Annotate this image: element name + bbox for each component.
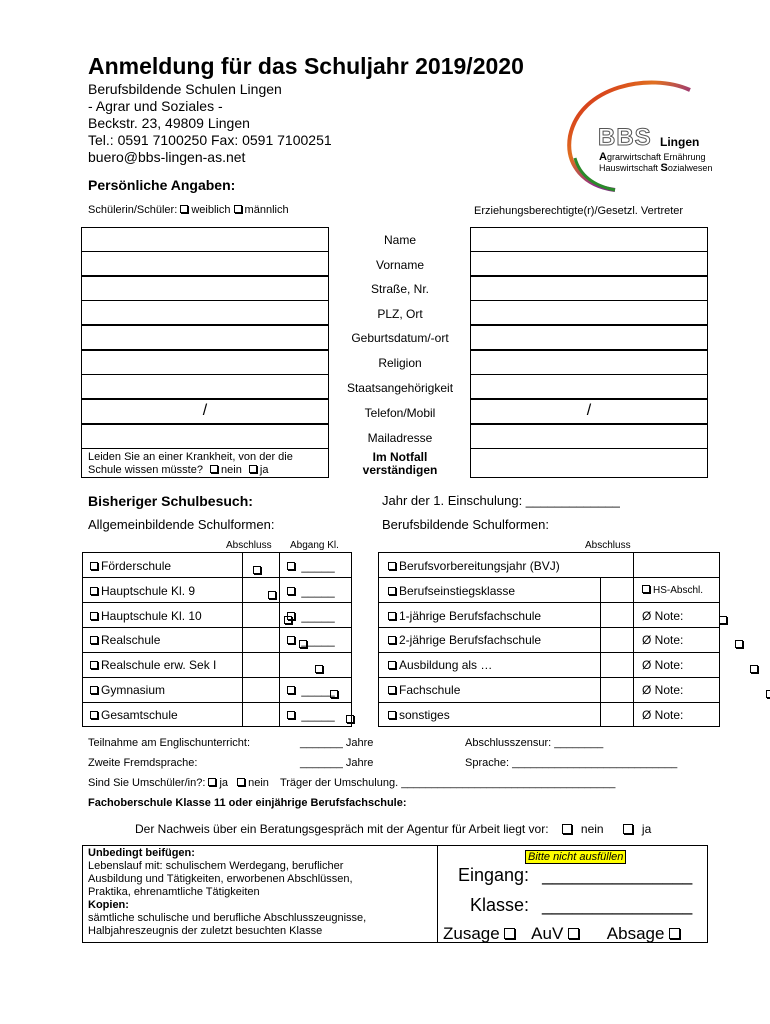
- abgang-checkbox[interactable]: [287, 587, 295, 595]
- voc-row-fachschule: [388, 683, 460, 697]
- abgang-checkbox[interactable]: [287, 711, 295, 719]
- abgang-cell: [287, 708, 335, 722]
- final-grade-field[interactable]: Abschlusszensur: ________: [465, 737, 604, 749]
- col-abschluss: Abschluss: [226, 540, 272, 551]
- voc-label: Berufseinstiegsklasse: [399, 584, 516, 598]
- emergency-text: verständigen: [362, 463, 438, 477]
- logo-subtitle-2: [599, 162, 712, 174]
- copies-label: Kopien:: [88, 899, 129, 911]
- abschluss-checkbox[interactable]: [315, 665, 323, 673]
- field-label-birth: Geburtsdatum/-ort: [351, 331, 449, 345]
- vocational-schools-heading: Berufsbildende Schulformen:: [382, 517, 549, 532]
- guardian-city-field[interactable]: [470, 300, 708, 325]
- absage-checkbox[interactable]: [669, 928, 680, 939]
- personal-heading: Persönliche Angaben:: [88, 177, 236, 193]
- address-line: Beckstr. 23, 49809 Lingen: [88, 115, 250, 131]
- guardian-street-field[interactable]: [470, 276, 708, 301]
- voc-label: Fachschule: [399, 683, 461, 697]
- do-not-fill-note: [525, 847, 626, 865]
- retrainee-no-label: nein: [248, 777, 269, 789]
- school-row-realschule-erw: [90, 658, 216, 672]
- voc-label: sonstiges: [399, 708, 450, 722]
- consultation-yes-checkbox[interactable]: [623, 824, 633, 834]
- voc-row-einstieg: [388, 584, 515, 598]
- guardian-firstname-field[interactable]: [470, 251, 708, 276]
- field-label-nationality: Staatsangehörigkeit: [346, 381, 454, 395]
- illness-no-label: nein: [221, 464, 242, 476]
- abgang-cell: [287, 559, 335, 573]
- field-label-phone: Telefon/Mobil: [364, 406, 436, 420]
- must-attach-label: Unbedingt beifügen:: [88, 847, 195, 859]
- logo-lingen-text: Lingen: [660, 135, 700, 149]
- grade-label[interactable]: Ø Note:: [642, 708, 684, 722]
- voc-checkbox[interactable]: [388, 587, 396, 595]
- klasse-row: [470, 895, 692, 916]
- field-label-religion: Religion: [378, 356, 422, 370]
- guardian-name-field[interactable]: [470, 227, 708, 252]
- illness-yes-label: ja: [259, 464, 269, 476]
- logo-cap: A: [599, 151, 607, 163]
- student-name-field[interactable]: [81, 227, 329, 252]
- consultation-no-label: nein: [580, 822, 604, 836]
- abgang-checkbox[interactable]: [287, 686, 295, 694]
- voc-checkbox[interactable]: [388, 711, 396, 719]
- school-checkbox[interactable]: [90, 636, 98, 644]
- school-row-realschule: [90, 633, 160, 647]
- voc-label: Berufsvorbereitungsjahr (BVJ): [399, 559, 560, 573]
- voc-label: 2-jährige Berufsfachschule: [399, 633, 542, 647]
- copies-line: sämtliche schulische und berufliche Abschlusszeugnisse,: [88, 912, 367, 924]
- school-row-hauptschule-9: [90, 584, 195, 598]
- logo-line: Hauswirtschaft: [599, 163, 661, 173]
- abgang-blank[interactable]: _____: [301, 683, 335, 697]
- second-language-label: Zweite Fremdsprache:: [88, 757, 198, 769]
- klasse-label: Klasse:: [470, 895, 530, 915]
- guardian-label: Erziehungsberechtigte(r)/Gesetzl. Vertreter: [474, 205, 684, 217]
- school-label: Realschule erw. Sek I: [101, 658, 217, 672]
- auv-checkbox[interactable]: [568, 928, 579, 939]
- illness-question: [88, 451, 293, 477]
- abgang-blank[interactable]: _____: [301, 609, 335, 623]
- school-label: Gymnasium: [101, 683, 166, 697]
- school-checkbox[interactable]: [90, 661, 98, 669]
- emergency-text: Im Notfall: [372, 450, 428, 464]
- retrainee-row: [88, 777, 615, 789]
- general-schools-heading: Allgemeinbildende Schulformen:: [88, 517, 275, 532]
- english-label: Teilnahme am Englischunterricht:: [88, 737, 251, 749]
- voc-row-bvj: [388, 559, 560, 573]
- abschluss-checkbox[interactable]: [253, 566, 261, 574]
- illness-yes-checkbox[interactable]: [249, 465, 257, 473]
- eingang-row: [458, 865, 692, 886]
- abgang-cell: [287, 584, 335, 598]
- school-checkbox[interactable]: [90, 686, 98, 694]
- footer-divider: [437, 845, 438, 943]
- logo-bbs-text: BBS: [598, 124, 652, 151]
- guardian-phone-field[interactable]: /: [470, 399, 708, 424]
- male-checkbox[interactable]: [234, 205, 242, 213]
- abgang-blank[interactable]: _____: [301, 559, 335, 573]
- school-row-gymnasium: [90, 683, 165, 697]
- consultation-label: Der Nachweis über ein Beratungsgespräch mit der Agentur für Arbeit liegt vor:: [135, 822, 549, 836]
- retrainee-yes-label: ja: [219, 777, 229, 789]
- klasse-field[interactable]: _______________: [542, 895, 693, 915]
- student-gender-row: [88, 204, 289, 216]
- voc-checkbox[interactable]: [388, 636, 396, 644]
- voc-label: 1-jährige Berufsfachschule: [399, 609, 542, 623]
- voc-checkbox[interactable]: [388, 686, 396, 694]
- voc-checkbox[interactable]: [388, 661, 396, 669]
- grade-label[interactable]: Ø Note:: [642, 633, 684, 647]
- attach-line: Lebenslauf mit: schulischem Werdegang, beruflicher: [88, 860, 344, 872]
- abschluss-checkbox[interactable]: [346, 715, 354, 723]
- english-years-field[interactable]: _______ Jahre: [300, 737, 374, 749]
- school-label: Gesamtschule: [101, 708, 178, 722]
- logo-line: ozialwesen: [667, 163, 713, 173]
- school-row-foerderschule: [90, 559, 171, 573]
- fos-heading: Fachoberschule Klasse 11 oder einjährige Berufsfachschule:: [88, 797, 407, 809]
- school-row-hauptschule-10: [90, 609, 202, 623]
- student-nationality-field[interactable]: [81, 374, 329, 399]
- school-label: Hauptschule Kl. 10: [101, 609, 202, 623]
- field-label-city: PLZ, Ort: [377, 307, 423, 321]
- field-label-name: Name: [383, 233, 416, 247]
- col-abschluss-right: Abschluss: [585, 540, 631, 551]
- zusage-label: Zusage: [443, 924, 500, 943]
- abgang-checkbox[interactable]: [287, 562, 295, 570]
- hs-abschl-label: HS-Abschl.: [653, 585, 704, 596]
- illness-text: Schule wissen müsste?: [88, 464, 203, 476]
- school-checkbox[interactable]: [90, 587, 98, 595]
- address-line: Berufsbildende Schulen Lingen: [88, 81, 282, 97]
- attachments-info: [88, 847, 366, 938]
- retrainee-yes-checkbox[interactable]: [208, 778, 216, 786]
- sponsor-field[interactable]: Träger der Umschulung. ___________________________________: [279, 777, 616, 789]
- guardian-email-field[interactable]: [470, 424, 708, 449]
- school-label: Förderschule: [101, 559, 172, 573]
- logo-line: grarwirtschaft Ernährung: [606, 152, 706, 162]
- field-label-email: Mailadresse: [367, 431, 433, 445]
- logo-cap: S: [660, 162, 668, 174]
- school-checkbox[interactable]: [90, 612, 98, 620]
- zusage-checkbox[interactable]: [504, 928, 515, 939]
- eingang-field[interactable]: _______________: [542, 865, 693, 885]
- emergency-label: [330, 451, 470, 477]
- copies-line: Halbjahreszeugnis der zuletzt besuchten Klasse: [88, 925, 323, 937]
- consultation-row: [135, 822, 651, 836]
- student-email-field[interactable]: [81, 424, 329, 449]
- illness-no-checkbox[interactable]: [210, 465, 218, 473]
- voc-row-sonstiges: [388, 708, 450, 722]
- abgang-cell: [287, 683, 335, 697]
- school-row-gesamtschule: [90, 708, 178, 722]
- abgang-blank[interactable]: _____: [301, 633, 335, 647]
- abschluss-checkbox[interactable]: [268, 591, 276, 599]
- abgang-cell: [287, 633, 335, 647]
- grade-label[interactable]: Ø Note:: [642, 609, 684, 623]
- grade-label[interactable]: Ø Note:: [642, 683, 684, 697]
- col-abgang: Abgang Kl.: [290, 540, 339, 551]
- consultation-yes-label: ja: [641, 822, 652, 836]
- male-label: männlich: [244, 204, 289, 216]
- voc-row-1j-bfs: [388, 609, 541, 623]
- retrainee-no-checkbox[interactable]: [237, 778, 245, 786]
- abgang-blank[interactable]: _____: [301, 708, 335, 722]
- hs-abschl-cell: [642, 585, 703, 596]
- school-checkbox[interactable]: [90, 711, 98, 719]
- address-line: - Agrar und Soziales -: [88, 98, 223, 114]
- emergency-field[interactable]: [470, 449, 708, 478]
- voc-abschluss-checkbox[interactable]: [719, 616, 727, 624]
- second-language-years-field[interactable]: _______ Jahre: [300, 757, 374, 769]
- school-address: [88, 81, 332, 166]
- student-firstname-field[interactable]: [81, 251, 329, 276]
- abgang-checkbox[interactable]: [287, 636, 295, 644]
- auv-label: AuV: [531, 924, 564, 943]
- school-label: Realschule: [101, 633, 161, 647]
- grade-label[interactable]: Ø Note:: [642, 658, 684, 672]
- school-checkbox[interactable]: [90, 562, 98, 570]
- absage-label: Absage: [606, 924, 665, 943]
- page-title: Anmeldung für das Schuljahr 2019/2020: [88, 53, 524, 79]
- field-label-street: Straße, Nr.: [370, 282, 429, 296]
- female-checkbox[interactable]: [180, 205, 188, 213]
- attach-line: Praktika, ehrenamtliche Tätigkeiten: [88, 886, 260, 898]
- decision-row: [443, 924, 683, 944]
- schooling-heading: Bisheriger Schulbesuch:: [88, 493, 253, 509]
- voc-row-ausbildung: [388, 658, 492, 672]
- field-label-firstname: Vorname: [375, 258, 425, 272]
- guardian-religion-field[interactable]: [470, 350, 708, 375]
- consultation-no-checkbox[interactable]: [562, 824, 572, 834]
- address-line: Tel.: 0591 7100250 Fax: 0591 7100251: [88, 132, 332, 148]
- eingang-label: Eingang:: [458, 865, 530, 885]
- attach-line: Ausbildung und Tätigkeiten, erworbenen Abschlüssen,: [88, 873, 353, 885]
- student-street-field[interactable]: [81, 276, 329, 301]
- voc-checkbox[interactable]: [388, 562, 396, 570]
- student-birth-field[interactable]: [81, 325, 329, 350]
- voc-label: Ausbildung als …: [399, 658, 493, 672]
- voc-abschluss-checkbox[interactable]: [735, 640, 743, 648]
- voc-checkbox[interactable]: [388, 612, 396, 620]
- voc-abschluss-checkbox[interactable]: [750, 665, 758, 673]
- voc-row-2j-bfs: [388, 633, 541, 647]
- student-label: Schülerin/Schüler:: [88, 204, 178, 216]
- voc-abschluss-checkbox[interactable]: [766, 690, 770, 698]
- female-label: weiblich: [191, 204, 231, 216]
- guardian-birth-field[interactable]: [470, 325, 708, 350]
- student-religion-field[interactable]: [81, 350, 329, 375]
- student-city-field[interactable]: [81, 300, 329, 325]
- abgang-blank[interactable]: _____: [301, 584, 335, 598]
- address-line: buero@bbs-lingen-as.net: [88, 149, 246, 165]
- language-field[interactable]: Sprache: ___________________________: [465, 757, 678, 769]
- illness-text: Leiden Sie an einer Krankheit, von der die: [88, 451, 293, 463]
- abgang-checkbox[interactable]: [287, 612, 295, 620]
- school-label: Hauptschule Kl. 9: [101, 584, 196, 598]
- hs-abschl-checkbox[interactable]: [642, 585, 650, 593]
- enrollment-year[interactable]: Jahr der 1. Einschulung: _____________: [382, 493, 620, 508]
- student-phone-field[interactable]: /: [81, 399, 329, 424]
- do-not-fill-text: Bitte nicht ausfüllen: [525, 850, 626, 864]
- retrainee-label: Sind Sie Umschüler/in?:: [88, 777, 206, 789]
- abgang-cell: [287, 609, 335, 623]
- guardian-nationality-field[interactable]: [470, 374, 708, 399]
